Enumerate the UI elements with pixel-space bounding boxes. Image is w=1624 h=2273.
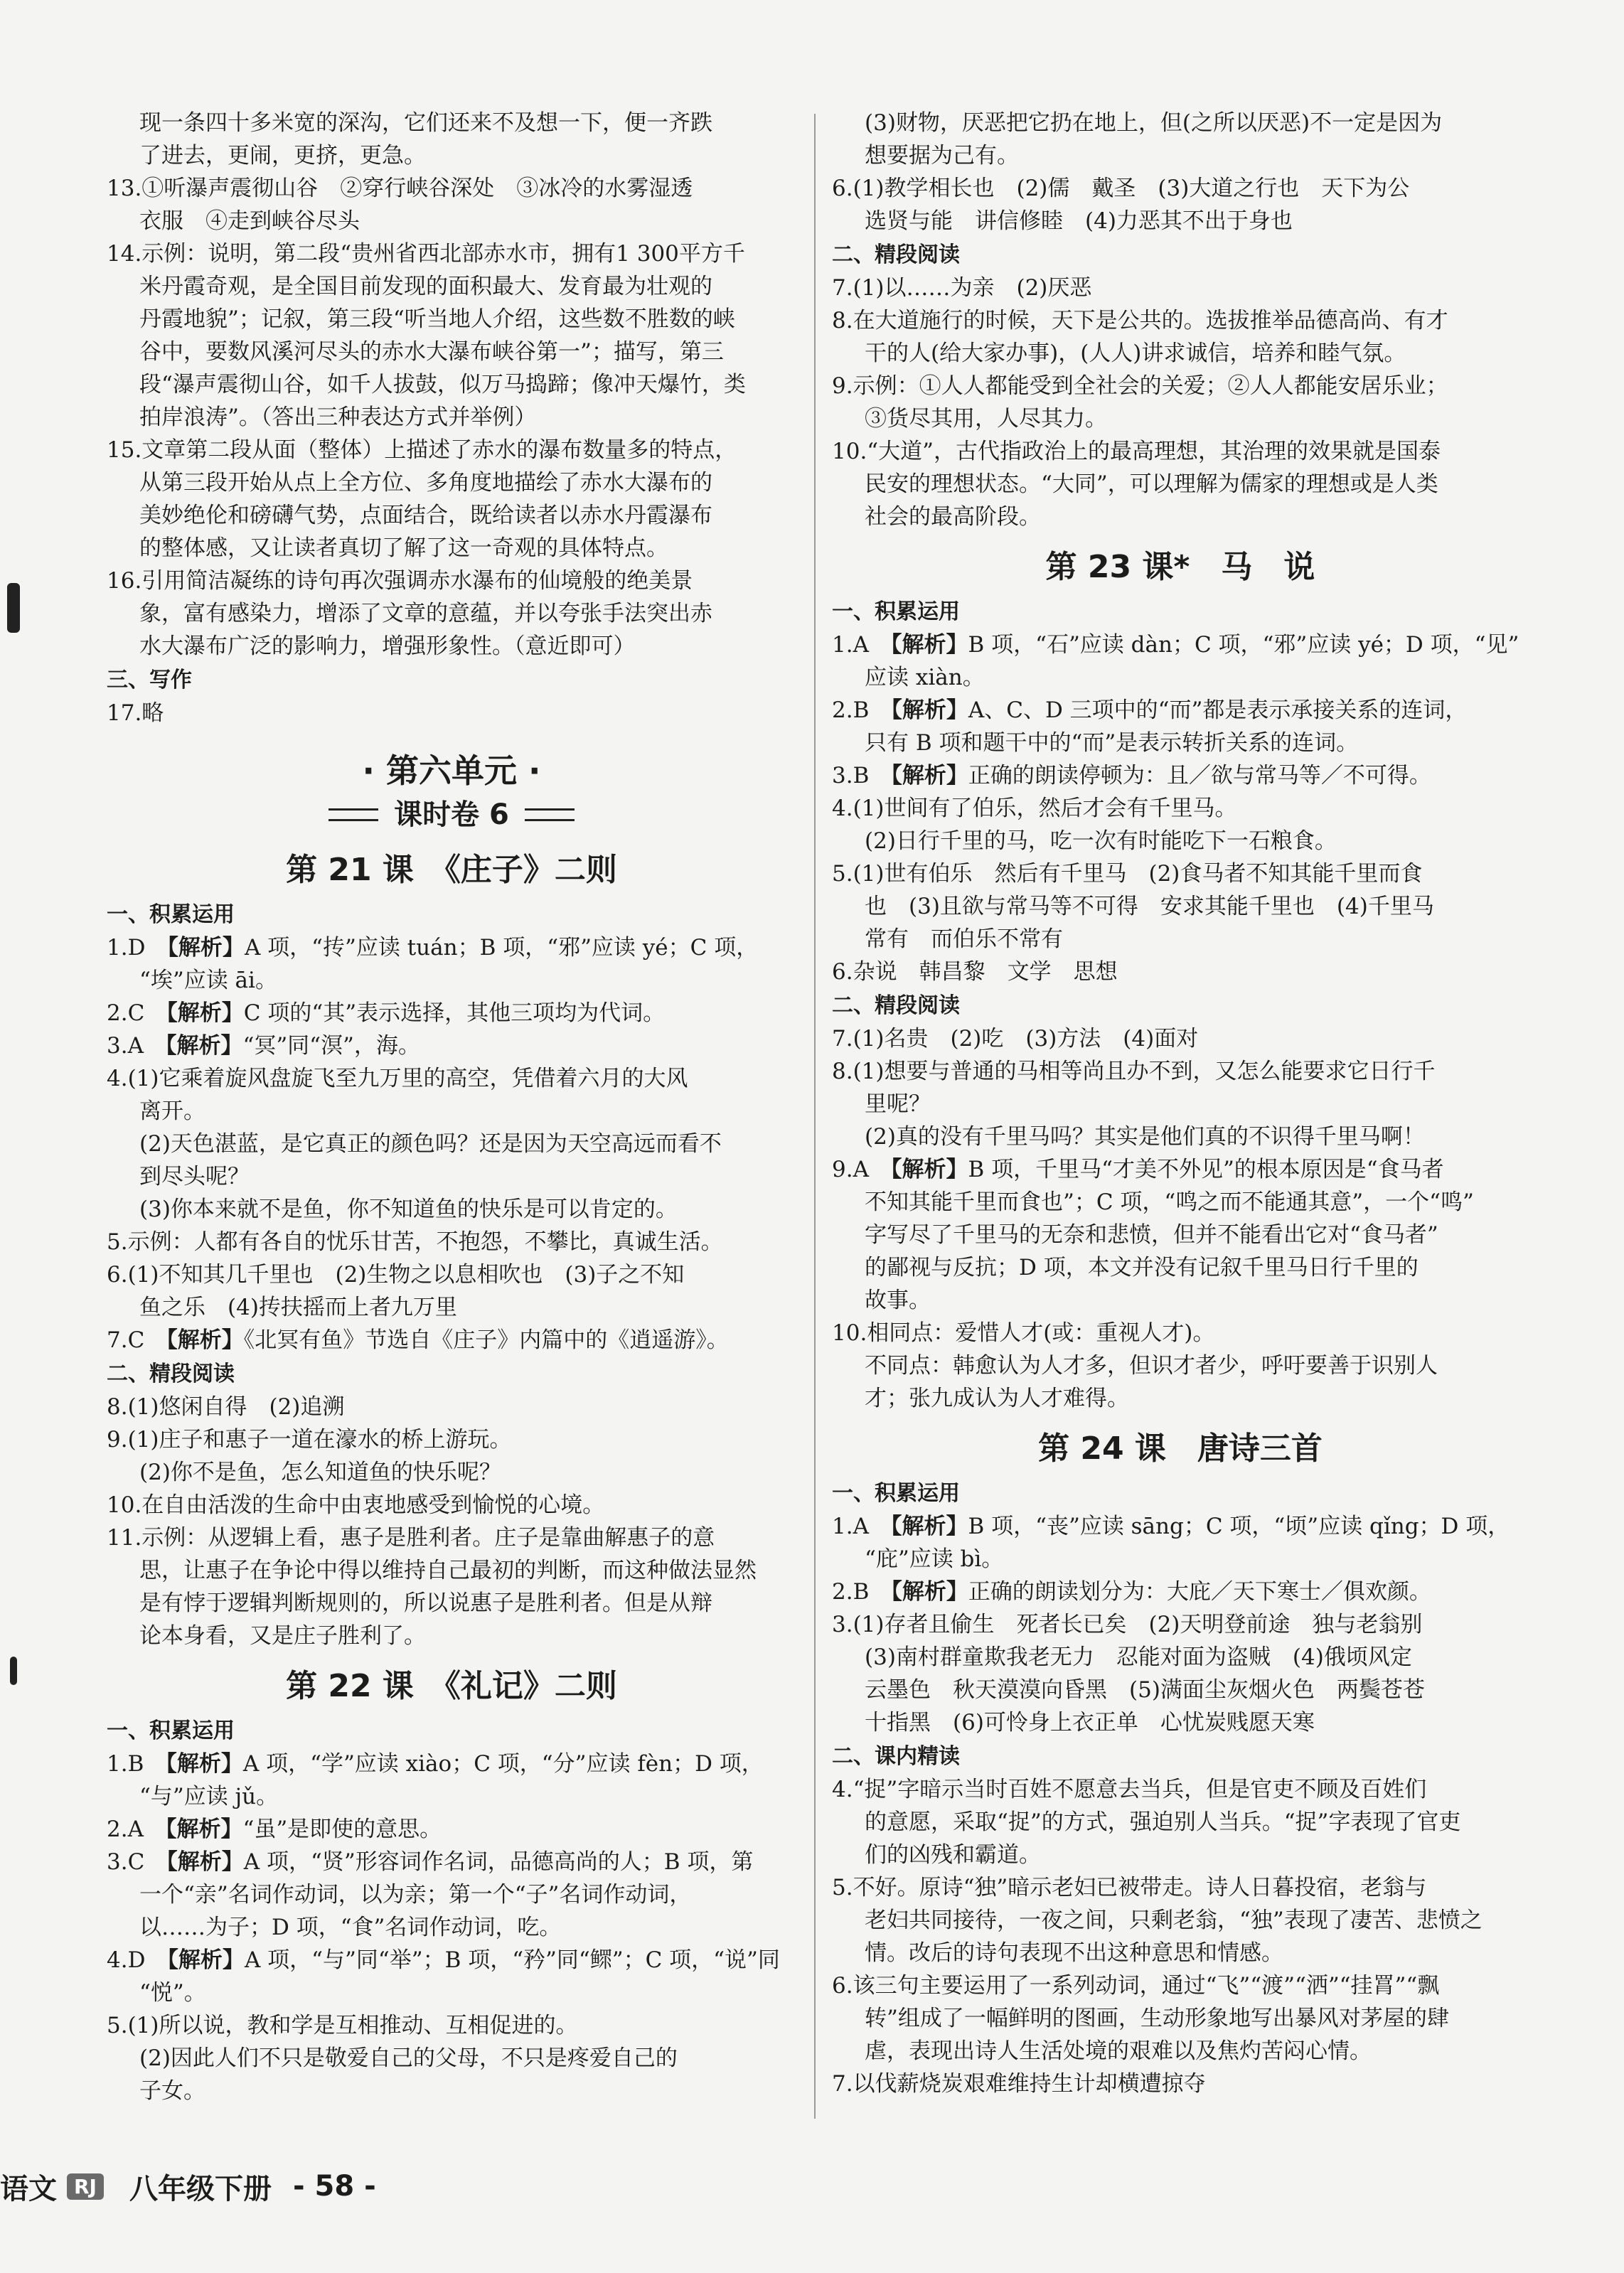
answer-text: B 项，“丧”应读 sāng；C 项，“顷”应读 qǐng；D 项， (968, 1514, 1510, 1539)
scan-mark (7, 583, 20, 633)
analysis-tag: 【解析】 (167, 935, 245, 961)
answer-line: 15.文章第二段从面（整体）上描述了赤水的瀑布数量多的特点， (107, 437, 737, 463)
answer-text: “虽”是即使的意思。 (242, 1817, 442, 1842)
answer-line: 7.(1)名贵 (2)吃 (3)方法 (4)面对 (832, 1026, 1199, 1052)
section-heading: 一、积累运用 (832, 599, 960, 624)
answer-line: 13.①听瀑声震彻山谷 ②穿行峡谷深处 ③冰冷的水雾湿透 (107, 176, 693, 201)
analysis-tag: 【解析】 (165, 1033, 243, 1059)
answer-line: 到尽头呢？ (139, 1164, 250, 1189)
answer-line: 16.引用简洁凝练的诗句再次强调赤水瀑布的仙境般的绝美景 (107, 568, 693, 594)
section-heading: 一、积累运用 (832, 1481, 960, 1506)
answer-line: 5.示例：人都有各自的忧乐甘苦，不抱怨，不攀比，真诚生活。 (107, 1229, 723, 1255)
answer-number: 2.C (107, 1000, 167, 1026)
answer-line: 社会的最高阶段。 (865, 504, 1041, 530)
answer-line (107, 931, 796, 964)
answer-line: 以……为子；D 项，“食”名词作动词，吃。 (139, 1915, 562, 1940)
answer-line: 十指黑 (6)可怜身上衣正单 心忧炭贱愿天寒 (865, 1710, 1315, 1735)
page-footer (0, 2161, 376, 2211)
answer-line: “埃”应读 āi。 (139, 968, 277, 993)
answer-number: 2.B (832, 697, 892, 723)
answer-line: 云墨色 秋天漠漠向昏黑 (5)满面尘灰烟火色 两鬓苍苍 (865, 1677, 1425, 1703)
answer-number: 3.B (832, 763, 892, 788)
analysis-tag: 【解析】 (891, 763, 968, 788)
analysis-tag: 【解析】 (890, 1157, 968, 1182)
answer-line: 6.该三句主要运用了一系列动词，通过“飞”“渡”“洒”“挂罥”“飘 (832, 1973, 1440, 1999)
analysis-tag: 【解析】 (166, 1000, 244, 1026)
answer-line: 11.示例：从逻辑上看，惠子是胜利者。庄子是靠曲解惠子的意 (107, 1525, 715, 1551)
answer-line: 字写尽了千里马的无奈和悲愤，但并不能看出它对“食马者” (865, 1222, 1438, 1248)
answer-line: 美妙绝伦和磅礴气势，点面结合，既给读者以赤水丹霞瀑布 (139, 503, 712, 528)
answer-line: 水大瀑布广泛的影响力，增强形象性。（意近即可） (139, 633, 636, 659)
answer-line: 9.(1)庄子和惠子一道在濠水的桥上游玩。 (107, 1427, 512, 1453)
answer-text: A、C、D 三项中的“而”都是表示承接关系的连词， (968, 697, 1468, 723)
answer-line: 情。改后的诗句表现不出这种意思和情感。 (865, 1940, 1283, 1966)
answer-text: A 项，“学”应读 xiào；C 项，“分”应读 fèn；D 项， (242, 1751, 764, 1777)
section-heading: 二、精段阅读 (832, 242, 960, 267)
answer-number: 1.A (832, 632, 891, 658)
answer-number: 3.A (107, 1033, 166, 1059)
answer-line: 了进去，更闹，更挤，更急。 (139, 143, 426, 169)
analysis-tag: 【解析】 (166, 1751, 243, 1777)
answer-line (107, 1846, 796, 1878)
answer-line (832, 759, 1529, 792)
answer-line: 的鄙视与反抗；D 项，本文并没有记叙千里马日行千里的 (865, 1255, 1419, 1280)
answer-number: 1.B (107, 1751, 166, 1777)
answer-line: ③货尽其用，人尽其力。 (865, 406, 1107, 432)
answer-number: 1.A (832, 1514, 891, 1539)
double-rule-right (525, 808, 575, 821)
answer-line: 从第三段开始从点上全方位、多角度地描绘了赤水大瀑布的 (139, 470, 712, 496)
answer-line (107, 1029, 796, 1062)
analysis-tag: 【解析】 (890, 632, 968, 658)
answer-line: 4.(1)世间有了伯乐，然后才会有千里马。 (832, 796, 1237, 821)
answer-line: 是有悖于逻辑判断规则的，所以说惠子是胜利者。但是从辩 (139, 1590, 712, 1616)
answer-text: A 项，“抟”应读 tuán；B 项，“邪”应读 yé；C 项， (244, 935, 759, 961)
answer-line: (2)天色湛蓝，是它真正的颜色吗？还是因为天空高远而看不 (139, 1131, 722, 1157)
unit-title: · 第六单元 · (362, 752, 541, 790)
answer-line: 5.(1)所以说，教和学是互相推动、互相促进的。 (107, 2013, 578, 2038)
answer-line: 只有 B 项和题干中的“而”是表示转折关系的连词。 (865, 730, 1359, 756)
answer-line: 6.(1)教学相长也 (2)儒 戴圣 (3)大道之行也 天下为公 (832, 176, 1410, 201)
answer-line: 10.在自由活泼的生命中由衷地感受到愉悦的心境。 (107, 1492, 605, 1518)
answer-text: “冥”同“溟”，海。 (242, 1033, 420, 1059)
analysis-tag: 【解析】 (167, 1947, 245, 1973)
answer-line (832, 1153, 1529, 1186)
answer-line: 6.(1)不知其几千里也 (2)生物之以息相吹也 (3)子之不知 (107, 1262, 685, 1288)
answer-line: 论本身看，又是庄子胜利了。 (139, 1623, 426, 1649)
answer-line: 常有 而伯乐不常有 (865, 926, 1063, 952)
answer-line: 不知其能千里而食也”；C 项，“鸣之而不能通其意”，一个“鸣” (865, 1189, 1474, 1215)
answer-line: 里呢？ (865, 1091, 931, 1117)
analysis-tag: 【解析】 (890, 1514, 968, 1539)
answer-line (832, 694, 1529, 727)
answer-text: A 项，“与”同“举”；B 项，“矜”同“鳏”；C 项，“说”同 (244, 1947, 780, 1973)
answer-text: 正确的朗读停顿为：且／欲与常马等／不可得。 (968, 763, 1431, 788)
footer-subject: 语文 (0, 2172, 57, 2205)
section-heading: 一、积累运用 (107, 902, 235, 927)
answer-number: 3.C (107, 1849, 167, 1875)
answer-line: 拍岸浪涛”。（答出三种表达方式并举例） (139, 405, 537, 430)
answer-line: (3)南村群童欺我老无力 忍能对面为盗贼 (4)俄顷风定 (865, 1644, 1412, 1670)
answer-line: (2)你不是鱼，怎么知道鱼的快乐呢？ (139, 1460, 501, 1485)
answer-line: 们的凶残和霸道。 (865, 1842, 1041, 1868)
answer-number: 2.B (832, 1579, 892, 1605)
lesson-title: 第 22 课 《礼记》二则 (286, 1668, 617, 1704)
answer-line: “庇”应读 bì。 (865, 1546, 1004, 1572)
answer-text: 《北冥有鱼》节选自《庄子》内篇中的《逍遥游》。 (243, 1327, 729, 1353)
answer-line (107, 1748, 796, 1780)
answer-line: 老妇共同接待，一夜之间，只剩老翁，“独”表现了凄苦、悲愤之 (865, 1908, 1483, 1933)
right-column (832, 107, 1529, 2100)
answer-line (107, 1944, 796, 1977)
answer-text: B 项，千里马“才美不外见”的根本原因是“食马者 (968, 1157, 1444, 1182)
answer-line: 才；张九成认为人才难得。 (865, 1386, 1129, 1411)
answer-text: C 项的“其”表示选择，其他三项均为代词。 (243, 1000, 666, 1026)
answer-line: 一个“亲”名词作动词，以为亲；第一个“子”名词作动词， (139, 1882, 692, 1908)
answer-line: 想要据为己有。 (865, 143, 1019, 169)
answer-line (832, 1576, 1529, 1608)
answer-line: 5.不好。原诗“独”暗示老妇已被带走。诗人日暮投宿，老翁与 (832, 1875, 1427, 1900)
answer-line: 应读 xiàn。 (865, 665, 985, 690)
answer-line: 谷中，要数风溪河尽头的赤水大瀑布峡谷第一”；描写，第三 (139, 339, 724, 365)
answer-line: 8.(1)悠闲自得 (2)追溯 (107, 1394, 345, 1420)
analysis-tag: 【解析】 (165, 1817, 243, 1842)
analysis-tag: 【解析】 (166, 1849, 244, 1875)
answer-line: 10.“大道”，古代指政治上的最高理想，其治理的效果就是国泰 (832, 439, 1441, 464)
answer-line: 3.(1)存者且偷生 死者长已矣 (2)天明登前途 独与老翁别 (832, 1612, 1423, 1637)
left-column (107, 107, 796, 2107)
analysis-tag: 【解析】 (891, 1579, 968, 1605)
answer-line: 4.“捉”字暗示当时百姓不愿意去当兵，但是官吏不顾及百姓们 (832, 1777, 1427, 1802)
answer-line: (2)因此人们不只是敬爱自己的父母，不只是疼爱自己的 (139, 2045, 678, 2071)
answer-line: 7.以伐薪烧炭艰难维持生计却横遭掠夺 (832, 2071, 1206, 2097)
lesson-title: 第 21 课 《庄子》二则 (286, 852, 617, 888)
answer-line: (3)财物，厌恶把它扔在地上，但(之所以厌恶)不一定是因为 (865, 110, 1443, 136)
answer-line: (2)日行千里的马，吃一次有时能吃下一石粮食。 (865, 828, 1337, 854)
answer-line: 10.相同点：爱惜人才(或：重视人才)。 (832, 1320, 1215, 1346)
page-number: - 58 - (292, 2170, 376, 2203)
lesson-title: 第 24 课 唐诗三首 (1038, 1430, 1323, 1467)
answer-line: 14.示例：说明，第二段“贵州省西北部赤水市，拥有1 300平方千 (107, 241, 745, 267)
answer-number: 7.C (107, 1327, 167, 1353)
column-divider (814, 114, 816, 2119)
answer-line: 丹霞地貌”；记叙，第三段“听当地人介绍，这些数不胜数的峡 (139, 306, 735, 332)
section-heading: 一、积累运用 (107, 1718, 235, 1743)
section-heading: 二、精段阅读 (107, 1362, 235, 1386)
answer-number: 2.A (107, 1817, 166, 1842)
answer-number: 4.D (107, 1947, 168, 1973)
answer-line: 鱼之乐 (4)抟扶摇而上者九万里 (139, 1295, 457, 1320)
answer-line: 虐，表现出诗人生活处境的艰难以及焦灼苦闷心情。 (865, 2038, 1372, 2064)
scan-mark (10, 1657, 17, 1685)
answer-line: “与”应读 jǔ。 (139, 1784, 279, 1809)
answer-line: 7.(1)以……为亲 (2)厌恶 (832, 275, 1092, 301)
analysis-tag: 【解析】 (166, 1327, 244, 1353)
answer-line (107, 1813, 796, 1846)
answer-line: 衣服 ④走到峡谷尽头 (139, 208, 360, 234)
answer-line: 离开。 (139, 1098, 205, 1124)
answer-line: 6.杂说 韩昌黎 文学 思想 (832, 959, 1118, 985)
answer-line: 子女。 (139, 2078, 205, 2104)
answer-line (832, 629, 1529, 661)
answer-line: 的整体感，又让读者真切了解了这一奇观的具体特点。 (139, 535, 668, 561)
answer-line: 不同点：韩愈认为人才多，但识才者少，呼吁要善于识别人 (865, 1353, 1438, 1379)
answer-line: 8.(1)想要与普通的马相等尚且办不到，又怎么能要求它日行千 (832, 1059, 1436, 1084)
answer-text: B 项，“石”应读 dàn；C 项，“邪”应读 yé；D 项，“见” (968, 632, 1519, 658)
answer-line: 米丹霞奇观，是全国目前发现的面积最大、发育最为壮观的 (139, 274, 712, 299)
answer-line (107, 1324, 796, 1357)
section-heading: 二、精段阅读 (832, 993, 960, 1018)
section-heading: 三、写作 (107, 668, 192, 692)
edition-badge: RJ (67, 2173, 104, 2200)
section-heading: 二、课内精读 (832, 1744, 960, 1769)
answer-line: 段“瀑声震彻山谷，如千人拔鼓，似万马捣蹄；像冲天爆竹，类 (139, 372, 746, 397)
answer-line: (3)你本来就不是鱼，你不知道鱼的快乐是可以肯定的。 (139, 1197, 678, 1222)
answer-text: A 项，“贤”形容词作名词，品德高尚的人；B 项，第 (243, 1849, 754, 1875)
lesson-title: 第 23 课* 马 说 (1045, 549, 1315, 585)
answer-line: 的意愿，采取“捉”的方式，强迫别人当兵。“捉”字表现了官吏 (865, 1809, 1461, 1835)
answer-line: 也 (3)且欲与常马等不可得 安求其能千里也 (4)千里马 (865, 894, 1434, 919)
answer-line: 4.(1)它乘着旋风盘旋飞至九万里的高空，凭借着六月的大风 (107, 1066, 688, 1091)
answer-line: 故事。 (865, 1288, 931, 1313)
answer-number: 9.A (832, 1157, 891, 1182)
exam-title-text: 课时卷 6 (394, 798, 509, 831)
answer-line (832, 1510, 1529, 1543)
analysis-tag: 【解析】 (891, 697, 968, 723)
answer-line: 转”组成了一幅鲜明的图画，生动形象地写出暴风对茅屋的肆 (865, 2006, 1449, 2031)
answer-line: 17.略 (107, 700, 164, 726)
answer-line (107, 997, 796, 1029)
answer-line: 象，富有感染力，增添了文章的意蕴，并以夸张手法突出赤 (139, 601, 712, 626)
double-rule-left (328, 808, 378, 821)
answer-line: 现一条四十多米宽的深沟，它们还来不及想一下，便一齐跌 (139, 110, 712, 136)
footer-grade: 八年级下册 (129, 2172, 272, 2205)
answer-line: (2)真的没有千里马吗？其实是他们真的不识得千里马啊！ (865, 1124, 1425, 1150)
answer-line: 9.示例：①人人都能受到全社会的关爱；②人人都能安居乐业； (832, 373, 1448, 399)
answer-line: 8.在大道施行的时候，天下是公共的。选拔推举品德高尚、有才 (832, 308, 1448, 333)
answer-line: 思，让惠子在争论中得以维持自己最初的判断，而这种做法显然 (139, 1558, 757, 1583)
answer-text: 正确的朗读划分为：大庇／天下寒士／俱欢颜。 (968, 1579, 1431, 1605)
answer-line: 民安的理想状态。“大同”，可以理解为儒家的理想或是人类 (865, 471, 1438, 497)
answer-line: “悦”。 (139, 1980, 206, 2006)
exam-title (107, 793, 796, 836)
answer-line: 5.(1)世有伯乐 然后有千里马 (2)食马者不知其能千里而食 (832, 861, 1423, 887)
answer-line: 选贤与能 讲信修睦 (4)力恶其不出于身也 (865, 208, 1293, 234)
answer-line: 干的人(给大家办事)，(人人)讲求诚信，培养和睦气氛。 (865, 341, 1406, 366)
answer-number: 1.D (107, 935, 168, 961)
